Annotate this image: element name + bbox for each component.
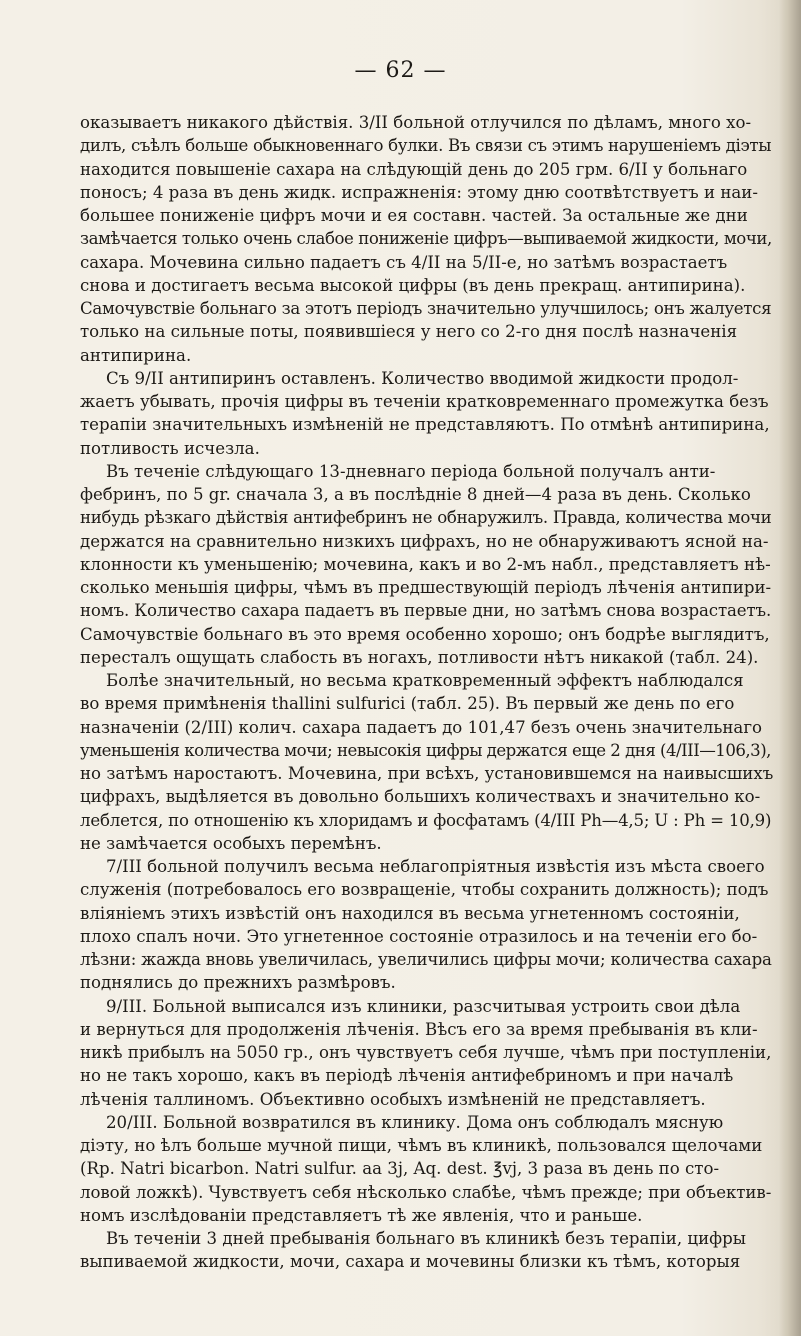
text-line: вліяніемъ этихъ извѣстій онъ находился въ весьма угнетенномъ состояніи, [80,903,740,923]
text-line: лѣченія таллиномъ. Объективно особыхъ измѣненій не представляетъ. [80,1089,706,1109]
text-line: ловой ложкѣ). Чувствуетъ себя нѣсколько слабѣе, чѣмъ прежде; при объектив- [80,1182,772,1202]
text-line: уменьшенія количества мочи; невысокія цифры держатся еще 2 дня (4/III—106,3), [80,740,771,760]
text-line: но не такъ хорошо, какъ въ періодѣ лѣченія антифебриномъ и при началѣ [80,1066,734,1086]
text-line: служенія (потребовалось его возвращеніе, чтобы сохранить должность); подъ [80,880,769,900]
text-line: дилъ, съѣлъ больше обыкновеннаго булки. Въ связи съ этимъ нарушеніемъ діэты [80,136,772,156]
text-line: антипирина. [80,345,192,365]
text-line: большее пониженіе цифръ мочи и ея составн. частей. За остальные же дни [80,206,748,225]
text-line: только на сильные поты, появившіеся у него со 2-го дня послѣ назначенія [80,322,738,342]
paragraph [80,1227,775,1274]
text-line: замѣчается только очень слабое пониженіе цифръ—выпиваемой жидкости, мочи, [80,229,772,249]
text-line: потливость исчезла. [80,438,260,458]
text-line: Болѣе значительный, но весьма кратковременный эффектъ наблюдался [106,671,744,690]
page-edge-shadow [779,0,801,1336]
text-line: во время примѣненія thallini sulfurici (табл. 25). Въ первый же день по его [80,694,735,714]
text-line: выпиваемой жидкости, мочи, сахара и мочевины близки къ тѣмъ, которыя [80,1252,741,1272]
text-line: снова и достигаетъ весьма высокой цифры (въ день прекращ. антипирина). [80,275,746,295]
text-line: сахара. Мочевина сильно падаетъ съ 4/II на 5/II-е, но затѣмъ возрастаетъ [80,252,728,272]
text-line: жаетъ убывать, прочія цифры въ теченіи кратковременнаго промежутка безъ [80,392,769,411]
text-line: Съ 9/II антипиринъ оставленъ. Количество вводимой жидкости продол- [106,368,739,388]
text-line: никѣ прибылъ на 5050 гр., онъ чувствуетъ себя лучше, чѣмъ при поступленіи, [80,1043,772,1062]
text-line: плохо спалъ ночи. Это угнетенное состояніе отразилось и на теченіи его бо- [80,926,758,946]
text-line: Самочувствіе больнаго за этотъ періодъ значительно улучшилось; онъ жалуется [80,299,772,318]
body-text [80,111,775,1274]
text-line: 9/III. Больной выписался изъ клиники, разсчитывая устроить свои дѣла [106,996,741,1016]
paragraph [80,1111,775,1227]
text-line: клонности къ уменьшенію; мочевина, какъ и во 2-мъ набл., представляетъ нѣ- [80,554,771,574]
page-number: — 62 — [354,58,447,83]
text-line: находится повышеніе сахара на слѣдующій день до 205 грм. 6/II у больнаго [80,159,748,179]
text-line: Самочувствіе больнаго въ это время особенно хорошо; онъ бодрѣе выглядитъ, [80,624,770,644]
text-line: (Rp. Natri bicarbon. Natri sulfur. aa 3j, Aq. dest. ℥vj, 3 раза въ день по сто- [80,1159,720,1179]
text-line: оказываетъ никакого дѣйствія. 3/II больной отлучился по дѣламъ, много хо- [80,113,752,132]
text-line: леблется, по отношенію къ хлоридамъ и фосфатамъ (4/III Ph—4,5; U : Ph = 10,9) [80,810,772,830]
text-line: терапіи значительныхъ измѣненій не представляютъ. По отмѣнѣ антипирина, [80,415,770,435]
text-line: нибудь рѣзкаго дѣйствія антифебринъ не обнаружилъ. Правда, количества мочи [80,508,772,528]
text-line: цифрахъ, выдѣляется въ довольно большихъ количествахъ и значительно ко- [80,787,761,807]
paragraph [80,995,775,1111]
text-line: пересталъ ощущать слабость въ ногахъ, потливости нѣтъ никакой (табл. 24). [80,647,759,667]
paragraph [80,111,775,367]
text-line: 7/III больной получилъ весьма неблагопріятныя извѣстія изъ мѣста своего [106,857,765,876]
paragraph [80,855,775,995]
text-line: поднялись до прежнихъ размѣровъ. [80,973,396,993]
text-line: но затѣмъ наростаютъ. Мочевина, при всѣхъ, установившемся на наивысшихъ [80,764,774,783]
text-line: Въ теченіе слѣдующаго 13-дневнаго періода больной получалъ анти- [106,461,716,481]
text-line: 20/III. Больной возвратился въ клинику. Дома онъ соблюдалъ мясную [106,1112,724,1132]
text-line: поносъ; 4 раза въ день жидк. испражненія: этому дню соотвѣтствуетъ и наи- [80,182,758,202]
paragraph [80,460,775,669]
text-line: номъ изслѣдованіи представляетъ тѣ же явленія, что и раньше. [80,1205,643,1225]
paragraph [80,367,775,460]
paragraph [80,669,775,855]
text-line: діэту, но ѣлъ больше мучной пищи, чѣмъ въ клиникѣ, пользовался щелочами [80,1136,763,1155]
text-line: сколько меньшія цифры, чѣмъ въ предшествующій періодъ лѣченія антипири- [80,578,772,597]
text-line: и вернуться для продолженія лѣченія. Вѣсъ его за время пребыванія въ кли- [80,1019,758,1039]
text-line: фебринъ, по 5 gr. сначала 3, а въ послѣдніе 8 дней—4 раза въ день. Сколько [80,485,751,504]
text-line: назначеніи (2/III) колич. сахара падаетъ до 101,47 безъ очень значительнаго [80,717,762,737]
text-line: лѣзни: жажда вновь увеличилась, увеличились цифры мочи; количества сахара [80,950,772,969]
text-line: Въ теченіи 3 дней пребыванія больнаго въ клиникѣ безъ терапіи, цифры [106,1229,746,1248]
text-line: держатся на сравнительно низкихъ цифрахъ, но не обнаруживаютъ ясной на- [80,531,769,551]
text-line: номъ. Количество сахара падаетъ въ первые дни, но затѣмъ снова возрастаетъ. [80,601,772,621]
text-line: не замѣчается особыхъ перемѣнъ. [80,833,382,853]
